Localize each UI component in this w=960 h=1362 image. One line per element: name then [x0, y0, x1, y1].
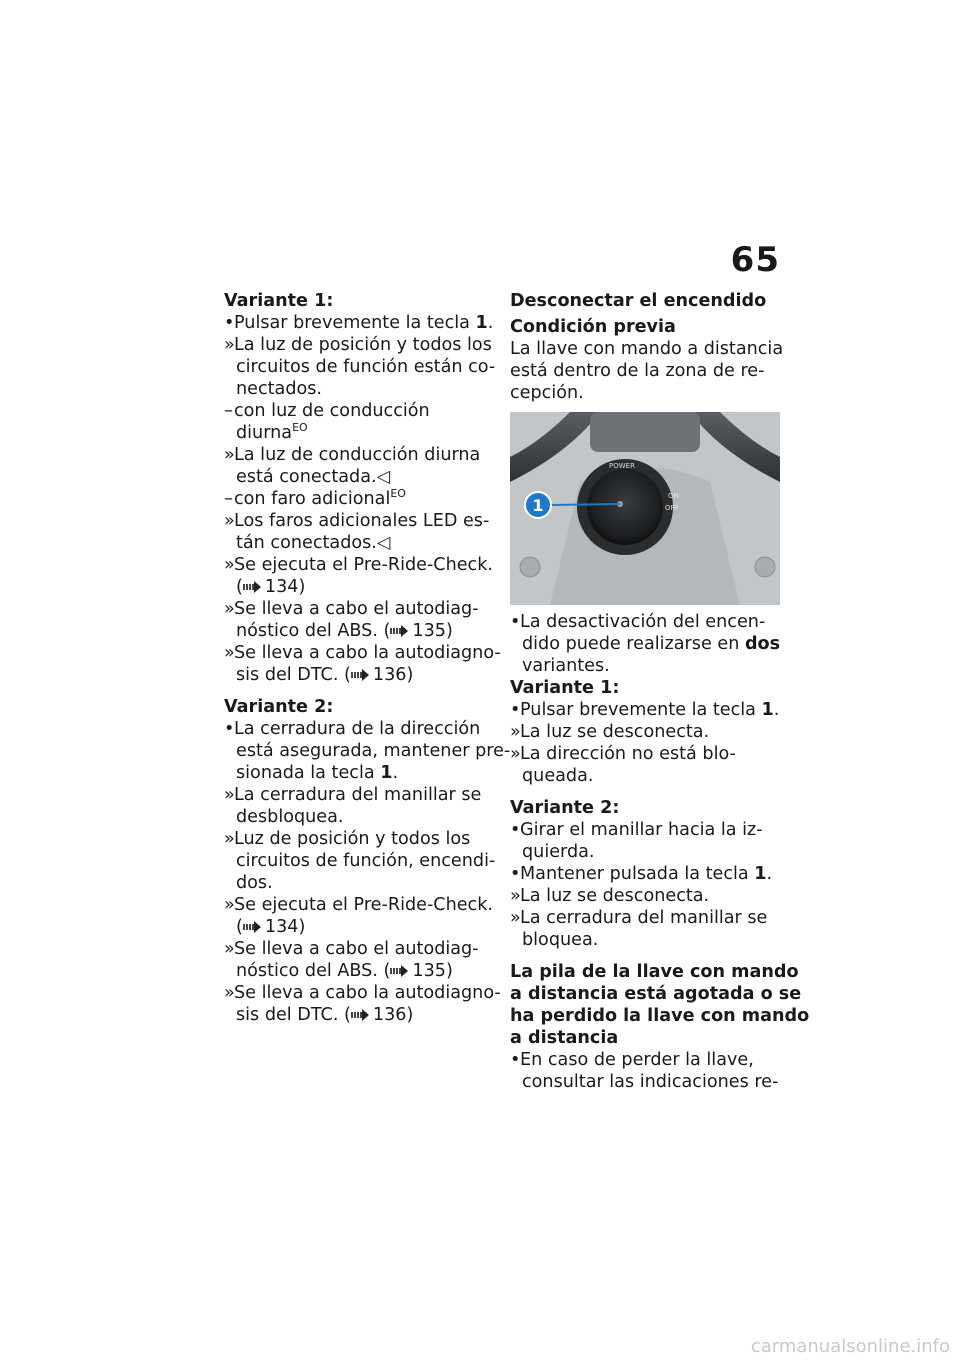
result: »Se lleva a cabo el autodiag- [224, 599, 479, 619]
variant-2-heading: Variante 2: [510, 798, 620, 818]
step-cont: está asegurada, mantener pre- [236, 741, 511, 761]
result-cont: desbloquea. [236, 807, 344, 827]
step: •En caso de perder la llave, [510, 1050, 754, 1070]
ignition-illustration [510, 412, 780, 605]
page-reference-arrow-icon [351, 1009, 369, 1021]
result: »La dirección no está blo- [510, 744, 736, 764]
page-reference-arrow-icon [351, 669, 369, 681]
page-reference-arrow-icon [390, 625, 408, 637]
option: –con faro adicional$^{EO}$ [224, 487, 406, 509]
step-cont: consultar las indicaciones re- [522, 1072, 779, 1092]
section-heading: Desconectar el encendido [510, 291, 767, 311]
right-column [510, 290, 810, 1093]
result: »La luz se desconecta. [510, 886, 710, 906]
off-label: OFF [665, 504, 679, 512]
steering-head [590, 412, 700, 452]
battery-heading: ha perdido la llave con mando [510, 1006, 810, 1026]
result-cont: ( 134) [236, 577, 306, 597]
power-label: POWER [609, 462, 635, 470]
step-cont: sionada la tecla 1. [236, 763, 399, 783]
result: »La cerradura del manillar se [224, 785, 482, 805]
variant-2-heading: Variante 2: [224, 697, 334, 717]
result-cont: nóstico del ABS. ( 135) [236, 961, 453, 981]
result-cont: circuitos de función están co- [236, 357, 496, 377]
precondition-text: está dentro de la zona de re- [510, 361, 765, 381]
ignition-button [587, 469, 663, 545]
page-number: 65 [730, 240, 780, 280]
step-cont: quierda. [522, 842, 595, 862]
result: »Los faros adicionales LED es- [224, 511, 490, 531]
note-cont: dido puede realizarse en dos [522, 634, 781, 654]
result-cont: tán conectados.◁ [236, 533, 391, 553]
left-column [224, 290, 511, 1026]
step: •Girar el manillar hacia la iz- [510, 820, 763, 840]
result-cont: está conectada.◁ [236, 467, 391, 487]
result: »Se ejecuta el Pre-Ride-Check. [224, 555, 494, 575]
callout-line [550, 504, 620, 505]
result: »Luz de posición y todos los [224, 829, 471, 849]
result-cont: queada. [522, 766, 594, 786]
variant-1-heading: Variante 1: [510, 678, 620, 698]
battery-heading: a distancia [510, 1028, 619, 1048]
note-cont: variantes. [522, 656, 610, 676]
variant-1-heading: Variante 1: [224, 291, 334, 311]
result-cont: sis del DTC. ( 136) [236, 665, 414, 685]
option: –con luz de conducción [224, 401, 430, 421]
note: •La desactivación del encen- [510, 612, 766, 632]
result: »La luz de conducción diurna [224, 445, 481, 465]
result: »Se ejecuta el Pre-Ride-Check. [224, 895, 494, 915]
ignition-button-photo [510, 412, 780, 605]
result-cont: nectados. [236, 379, 323, 399]
result: »Se lleva a cabo la autodiagno- [224, 983, 501, 1003]
result: »Se lleva a cabo el autodiag- [224, 939, 479, 959]
page-reference-arrow-icon [390, 965, 408, 977]
result-cont: sis del DTC. ( 136) [236, 1005, 414, 1025]
watermark-link[interactable]: carmanualsonline.info [750, 1336, 950, 1357]
result-cont: ( 134) [236, 917, 306, 937]
result-cont: bloquea. [522, 930, 599, 950]
option-cont: diurna$^{EO}$ [236, 421, 308, 443]
precondition-text: La llave con mando a distancia [510, 339, 784, 359]
step: •Pulsar brevemente la tecla 1. [224, 313, 494, 333]
battery-heading: a distancia está agotada o se [510, 984, 802, 1004]
page-reference-arrow-icon [243, 581, 261, 593]
result: »La cerradura del manillar se [510, 908, 768, 928]
battery-heading: La pila de la llave con mando [510, 962, 799, 982]
result-cont: circuitos de función, encendi- [236, 851, 496, 871]
step: •La cerradura de la dirección [224, 719, 481, 739]
step: •Mantener pulsada la tecla 1. [510, 864, 773, 884]
precondition-heading: Condición previa [510, 317, 676, 337]
page-reference-arrow-icon [243, 921, 261, 933]
precondition-text: cepción. [510, 383, 584, 403]
result: »La luz se desconecta. [510, 722, 710, 742]
result: »La luz de posición y todos los [224, 335, 492, 355]
on-label: ON [668, 492, 679, 500]
result-cont: dos. [236, 873, 273, 893]
callout-number: 1 [532, 496, 544, 515]
step: •Pulsar brevemente la tecla 1. [510, 700, 780, 720]
result: »Se lleva a cabo la autodiagno- [224, 643, 501, 663]
result-cont: nóstico del ABS. ( 135) [236, 621, 453, 641]
